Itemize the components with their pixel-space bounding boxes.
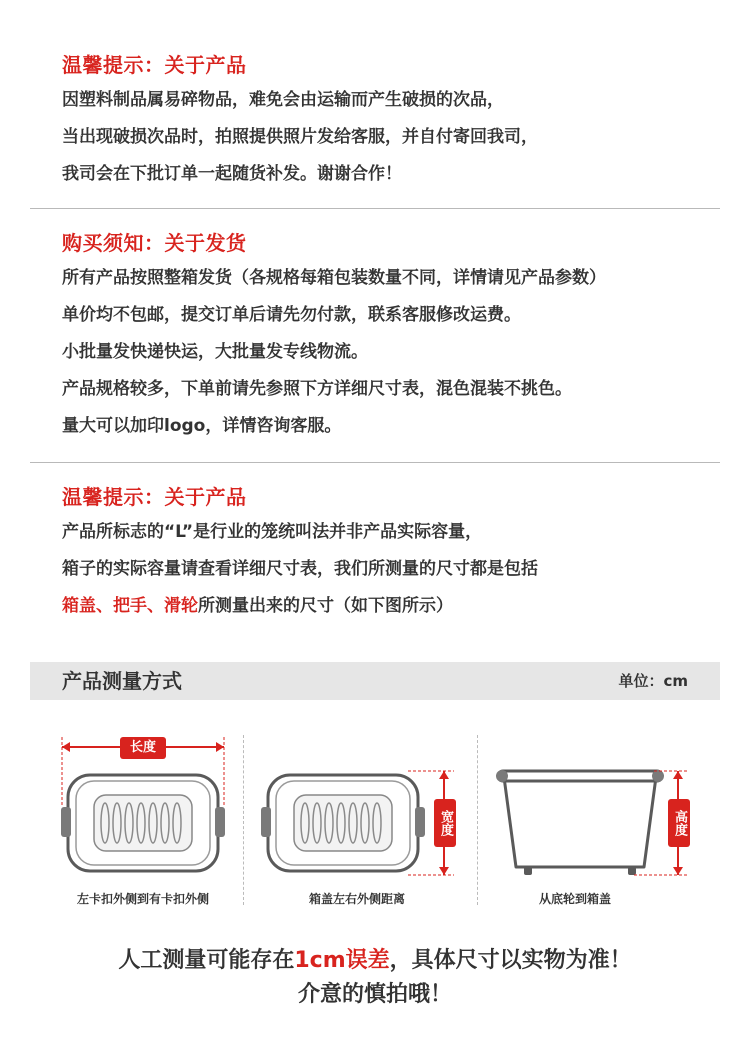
notice-line: 当出现破损次品时，拍照提供照片发给客服，并自付寄回我司， — [62, 127, 538, 147]
width-tag: 宽度 — [434, 799, 456, 847]
diagram-height — [494, 735, 694, 915]
notice-section-capacity — [62, 482, 720, 625]
notice-title: 购买须知：关于发货 — [62, 231, 247, 255]
notice-line: 小批量发快递快运，大批量发专线物流。 — [62, 342, 368, 362]
notice-line: 所有产品按照整箱发货（各规格每箱包装数量不同，详情请见产品参数） — [62, 268, 606, 288]
measurement-title: 产品测量方式 — [62, 669, 182, 693]
diagram-separator — [243, 735, 244, 905]
notice-section-product — [62, 50, 720, 193]
footer-note: 介意的慎拍哦！ — [297, 982, 452, 1007]
notice-section-shipping — [62, 228, 720, 445]
diagram-width — [258, 735, 464, 915]
footer-highlight: 1cm误差 — [294, 948, 390, 973]
notice-line-highlight — [62, 588, 720, 625]
highlight-text: 箱盖、把手、滑轮 — [62, 596, 198, 616]
notice-line-rest: 所测量出来的尺寸（如下图所示） — [198, 596, 453, 616]
box-side-view-illustration — [494, 735, 694, 885]
notice-title: 温馨提示：关于产品 — [62, 485, 247, 509]
diagram-length — [56, 735, 230, 915]
notice-line: 产品所标志的“L”是行业的笼统叫法并非产品实际容量， — [62, 522, 483, 542]
section-divider — [30, 208, 720, 209]
diagram-separator — [477, 735, 478, 905]
diagram-caption: 从底轮到箱盖 — [538, 892, 611, 906]
footer-text: 人工测量可能存在 — [118, 948, 295, 973]
height-tag: 高度 — [668, 799, 690, 847]
measurement-unit: 单位：cm — [618, 672, 688, 690]
measurement-header — [30, 662, 720, 700]
section-divider — [30, 462, 720, 463]
notice-line: 量大可以加印logo，详情咨询客服。 — [62, 416, 342, 436]
footer-warning — [0, 944, 750, 978]
diagram-caption: 箱盖左右外侧距离 — [308, 892, 405, 906]
notice-line: 产品规格较多，下单前请先参照下方详细尺寸表，混色混装不挑色。 — [62, 379, 572, 399]
notice-line: 箱子的实际容量请查看详细尺寸表，我们所测量的尺寸都是包括 — [62, 559, 538, 579]
notice-title: 温馨提示：关于产品 — [62, 53, 247, 77]
footer-text: ，具体尺寸以实物为准！ — [389, 948, 632, 973]
notice-line: 因塑料制品属易碎物品，难免会由运输而产生破损的次品， — [62, 90, 504, 110]
notice-line: 单价均不包邮，提交订单后请先勿付款，联系客服修改运费。 — [62, 305, 521, 325]
diagram-caption: 左卡扣外侧到有卡扣外侧 — [76, 892, 209, 906]
length-tag: 长度 — [120, 737, 166, 759]
notice-line: 我司会在下批订单一起随货补发。谢谢合作！ — [62, 164, 402, 184]
